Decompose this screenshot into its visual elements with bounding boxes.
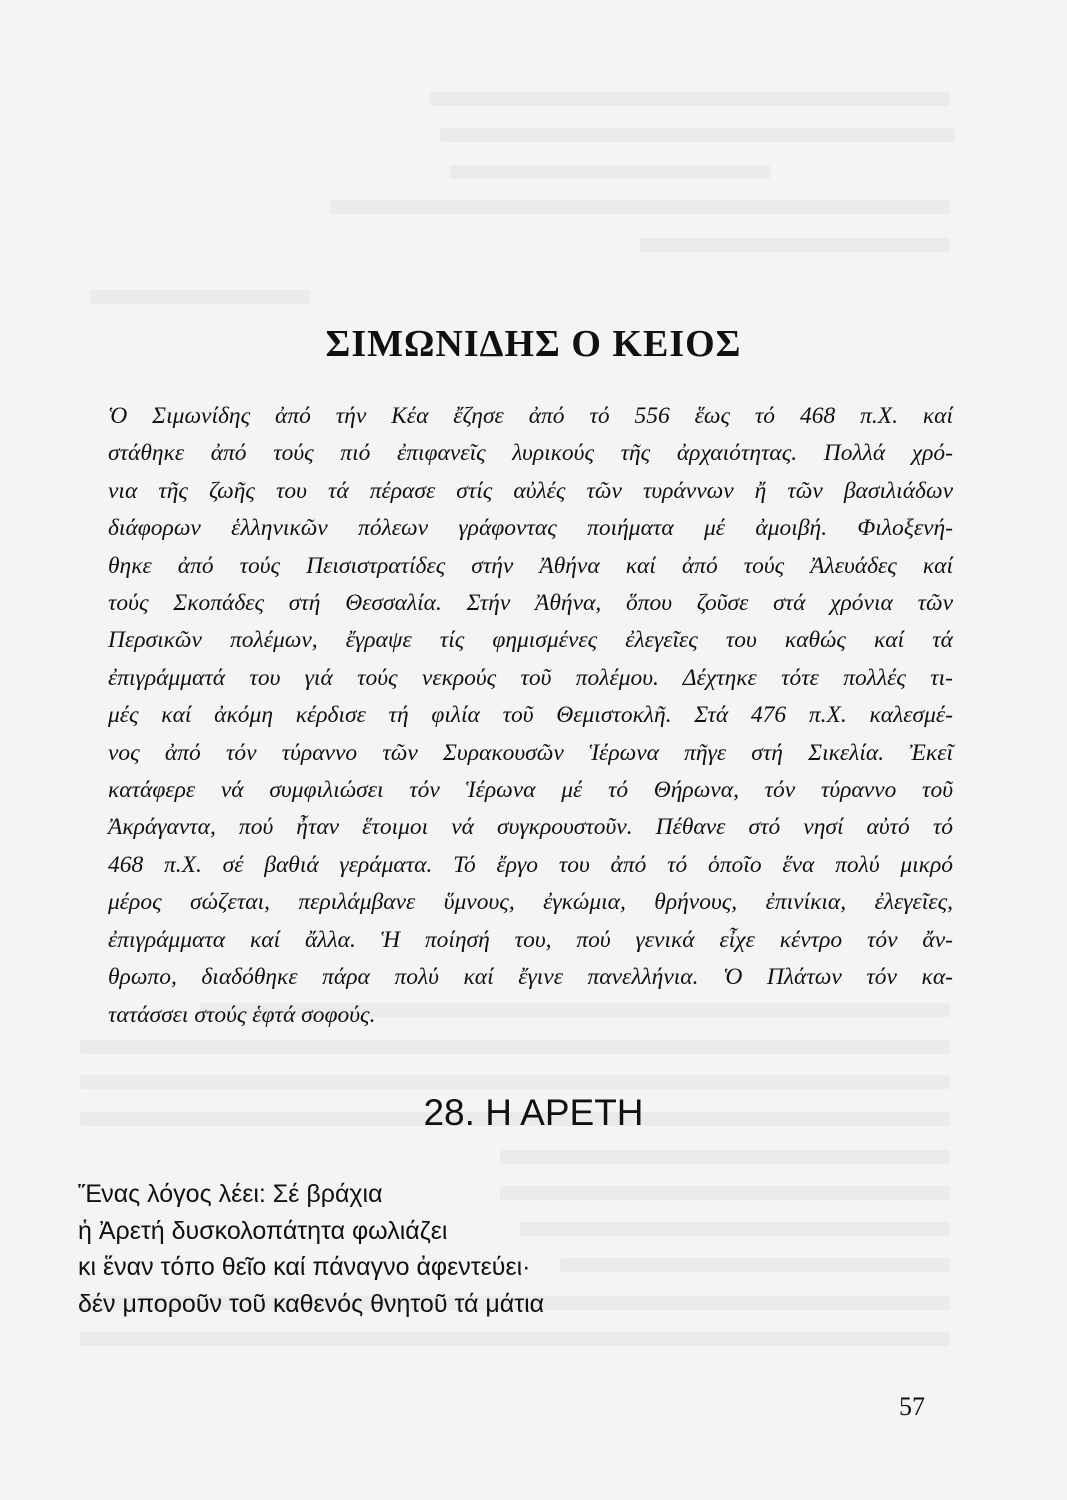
- biography-line: τατάσσει στούς ἑφτά σοφούς.: [108, 1001, 376, 1028]
- biography-line: θρωπο, διαδόθηκε πάρα πολύ καί ἔγινε πανελλήνια. Ὁ Πλάτων τόν κα-: [108, 964, 953, 991]
- biography-line: νος ἀπό τόν τύραννο τῶν Συρακουσῶν Ἱέρωνα πῆγε στή Σικελία. Ἐκεῖ: [108, 739, 953, 766]
- page-number: 57: [899, 1392, 925, 1421]
- biography-line: ἐπιγράμματα καί ἄλλα. Ἡ ποίησή του, πού γενικά εἶχε κέντρο τόν ἄν-: [108, 926, 953, 953]
- biography-line: θηκε ἀπό τούς Πεισιστρατίδες στήν Ἀθήνα καί ἀπό τούς Ἀλευάδες καί: [108, 552, 953, 579]
- biography-line: Περσικῶν πολέμων, ἔγραψε τίς φημισμένες ἐλεγεῖες του καθώς καί τά: [108, 627, 953, 654]
- biography-line: μές καί ἀκόμη κέρδισε τή φιλία τοῦ Θεμιστοκλῆ. Στά 476 π.Χ. καλεσμέ-: [108, 702, 953, 729]
- poem-text: [78, 1176, 544, 1322]
- biography-line: 468 π.Χ. σέ βαθιά γεράματα. Τό ἔργο του ἀπό τό ὁποῖο ἕνα πολύ μικρό: [108, 851, 953, 878]
- biography-line: στάθηκε ἀπό τούς πιό ἐπιφανεῖς λυρικούς τῆς ἀρχαιότητας. Πολλά χρό-: [108, 440, 953, 467]
- biography-line: νια τῆς ζωῆς του τά πέρασε στίς αὐλές τῶν τυράννων ἤ τῶν βασιλιάδων: [108, 477, 953, 504]
- poem-verse: Ἕνας λόγος λέει: Σέ βράχια: [78, 1180, 383, 1208]
- poem-verse: κι ἕναν τόπο θεῖο καί πάναγνο ἀφεντεύει·: [78, 1253, 531, 1281]
- biography-line: ἐπιγράμματά του γιά τούς νεκρούς τοῦ πολέμου. Δέχτηκε τότε πολλές τι-: [108, 664, 953, 691]
- biography-line: Ἀκράγαντα, πού ἦταν ἕτοιμοι νά συγκρουστοῦν. Πέθανε στό νησί αὐτό τό: [108, 814, 953, 841]
- poem-verse: ἡ Ἀρετή δυσκολοπάτητα φωλιάζει: [78, 1216, 448, 1245]
- page-title: ΣΙΜΩΝΙΔΗΣ Ο ΚΕΙΟΣ: [325, 323, 742, 365]
- biography-line: διάφορων ἑλληνικῶν πόλεων γράφοντας ποιήματα μέ ἀμοιβή. Φιλοξενή-: [108, 515, 953, 542]
- biography-paragraph: [108, 398, 953, 1034]
- poem-title: 28. Η ΑΡΕΤΗ: [423, 1092, 644, 1133]
- biography-line: κατάφερε νά συμφιλιώσει τόν Ἱέρωνα μέ τό Θήρωνα, τόν τύραννο τοῦ: [108, 777, 953, 804]
- biography-line: τούς Σκοπάδες στή Θεσσαλία. Στήν Ἀθήνα, ὅπου ζοῦσε στά χρόνια τῶν: [108, 590, 953, 617]
- biography-line: Ὁ Σιμωνίδης ἀπό τήν Κέα ἔζησε ἀπό τό 556 ἕως τό 468 π.Χ. καί: [108, 403, 953, 429]
- biography-line: μέρος σώζεται, περιλάμβανε ὕμνους, ἐγκώμια, θρήνους, ἐπινίκια, ἐλεγεῖες,: [108, 889, 953, 916]
- poem-verse: δέν μποροῦν τοῦ καθενός θνητοῦ τά μάτια: [78, 1289, 545, 1318]
